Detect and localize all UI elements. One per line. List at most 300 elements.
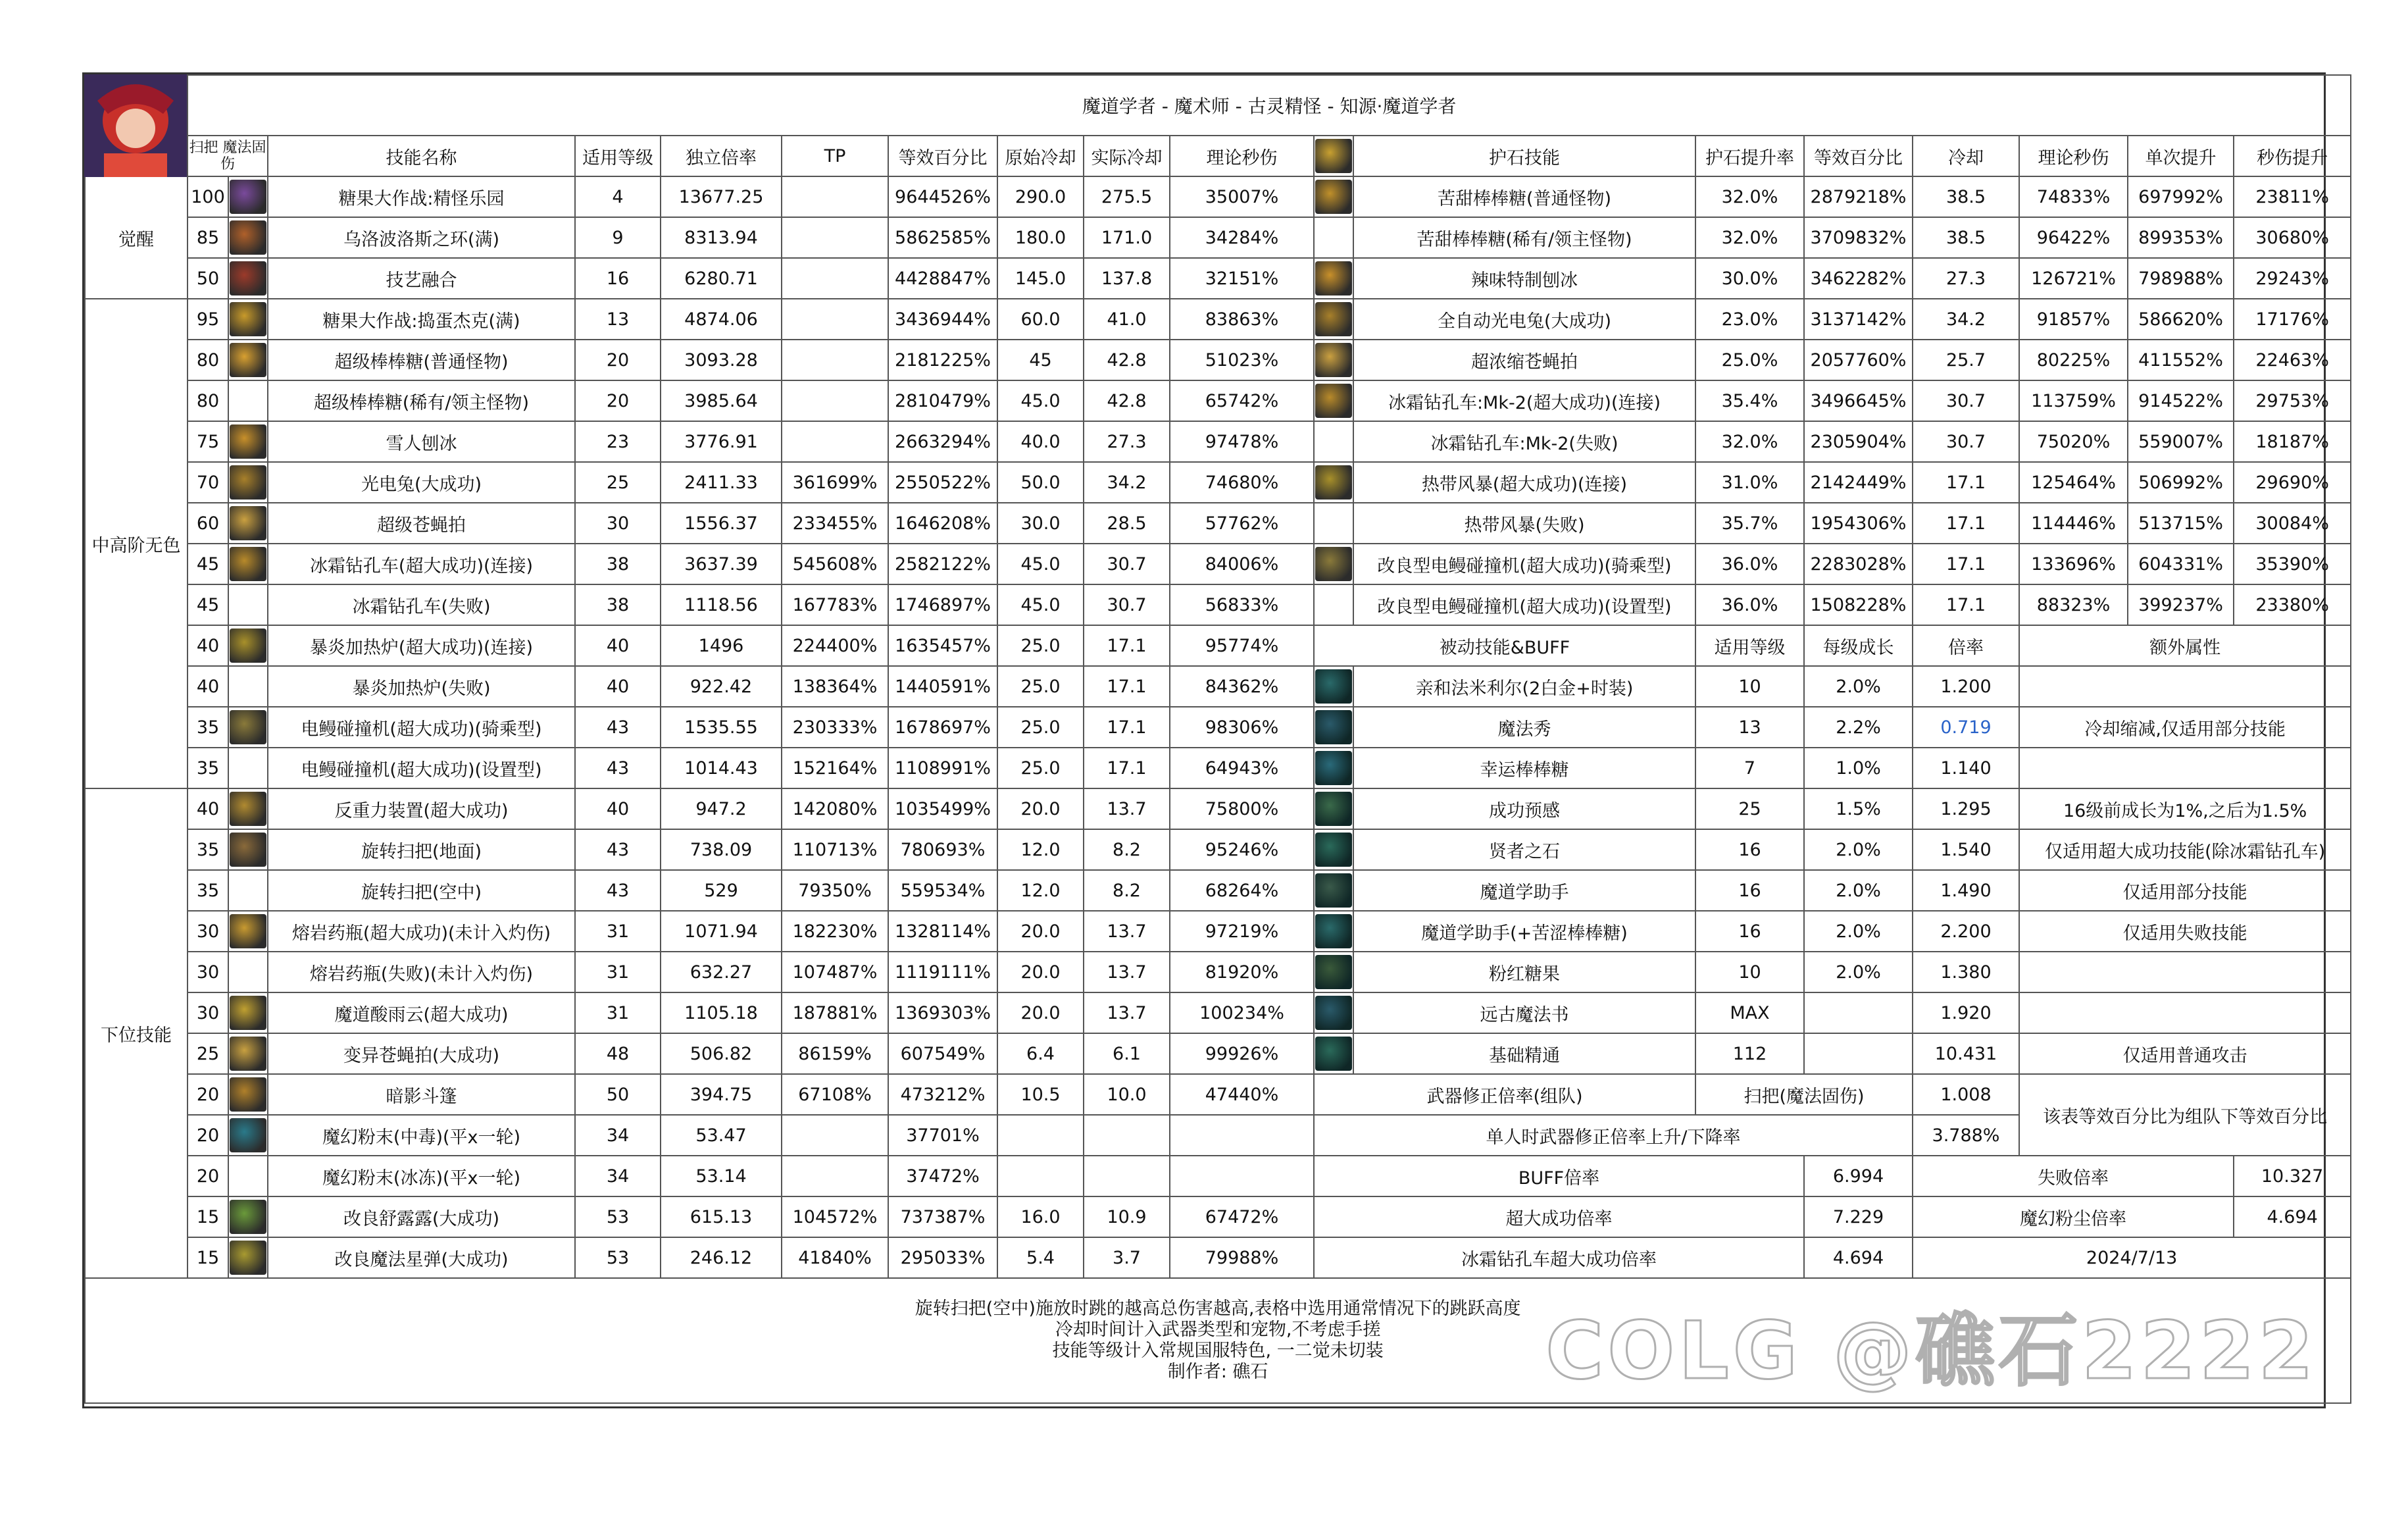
table-row	[85, 870, 2351, 911]
passive-header: 每级成长	[1804, 625, 1913, 666]
header-cell: 适用等级	[575, 136, 661, 176]
skill-equivalent: 295033%	[888, 1237, 997, 1278]
header-lv: 扫把 魔法固伤	[188, 136, 268, 176]
passive-name: 魔道学助手(+苦涩棒棒糖)	[1353, 911, 1695, 952]
passive-icon-cell	[1314, 788, 1353, 829]
talisman-dps-up: 29690%	[2234, 462, 2351, 503]
passive-icon-cell	[1314, 992, 1353, 1033]
header-cell: 等效百分比	[888, 136, 997, 176]
talisman-name: 苦甜棒棒糖(普通怪物)	[1353, 176, 1695, 217]
passive-icon	[1315, 996, 1352, 1030]
skill-level: 80	[188, 380, 228, 421]
skill-equivalent: 2810479%	[888, 380, 997, 421]
passive-apply: 16	[1695, 911, 1804, 952]
talisman-single: 513715%	[2128, 503, 2234, 544]
skill-equivalent: 1678697%	[888, 707, 997, 748]
skill-apply-level: 53	[575, 1237, 661, 1278]
skill-icon	[230, 710, 266, 744]
skill-apply-level: 13	[575, 299, 661, 340]
note-line: 冷却时间计入武器类型和宠物,不考虑手搓	[1055, 1320, 1381, 1340]
talisman-icon-cell	[1314, 584, 1353, 625]
multiplier-label2: 失败倍率	[1913, 1156, 2234, 1196]
skill-apply-level: 30	[575, 503, 661, 544]
talisman-icon-cell	[1314, 421, 1353, 462]
skill-equivalent: 559534%	[888, 870, 997, 911]
talisman-cd: 30.7	[1913, 380, 2019, 421]
skill-dps: 98306%	[1170, 707, 1314, 748]
skill-level: 20	[188, 1156, 228, 1196]
skill-icon	[230, 424, 266, 459]
passive-icon-cell	[1314, 748, 1353, 788]
header-cell: 理论秒伤	[1170, 136, 1314, 176]
skill-apply-level: 53	[575, 1196, 661, 1237]
skill-icon	[230, 629, 266, 663]
skill-cd-actual	[1084, 1115, 1170, 1156]
skill-name: 魔幻粉末(中毒)(平x一轮)	[268, 1115, 575, 1156]
skill-icon-cell	[228, 1115, 268, 1156]
skill-cd-original: 25.0	[997, 666, 1084, 707]
passive-extra: 冷却缩减,仅适用部分技能	[2019, 707, 2351, 748]
skill-cd-original: 20.0	[997, 992, 1084, 1033]
skill-level: 35	[188, 707, 228, 748]
skill-cd-actual: 42.8	[1084, 340, 1170, 380]
table-row	[85, 421, 2351, 462]
table-row	[85, 340, 2351, 380]
talisman-dps: 88323%	[2019, 584, 2128, 625]
skill-cd-original: 180.0	[997, 217, 1084, 258]
passive-rate: 1.295	[1913, 788, 2019, 829]
passive-apply: 10	[1695, 666, 1804, 707]
skill-apply-level: 40	[575, 625, 661, 666]
skill-level: 30	[188, 952, 228, 992]
skill-cd-original: 25.0	[997, 707, 1084, 748]
group-label: 中高阶无色	[85, 299, 188, 788]
table-row	[85, 176, 2351, 217]
skill-icon	[230, 1241, 266, 1275]
skill-equivalent: 1108991%	[888, 748, 997, 788]
skill-level: 40	[188, 625, 228, 666]
skill-cd-original: 60.0	[997, 299, 1084, 340]
table-row	[85, 1033, 2351, 1074]
skill-cd-actual: 30.7	[1084, 584, 1170, 625]
skill-icon-cell	[228, 911, 268, 952]
skill-equivalent: 2663294%	[888, 421, 997, 462]
skill-icon-cell	[228, 462, 268, 503]
passive-extra	[2019, 992, 2351, 1033]
skill-rate: 246.12	[661, 1237, 782, 1278]
skill-rate: 13677.25	[661, 176, 782, 217]
skill-dps	[1170, 1115, 1314, 1156]
skill-equivalent: 473212%	[888, 1074, 997, 1115]
skill-apply-level: 50	[575, 1074, 661, 1115]
skill-cd-actual: 8.2	[1084, 829, 1170, 870]
skill-name: 暗影斗篷	[268, 1074, 575, 1115]
talisman-single: 697992%	[2128, 176, 2234, 217]
skill-equivalent: 1635457%	[888, 625, 997, 666]
header-cell: TP	[782, 136, 888, 176]
passive-rate: 1.540	[1913, 829, 2019, 870]
skill-icon-cell	[228, 258, 268, 299]
solo-row-rate: 3.788%	[1913, 1115, 2019, 1156]
skill-cd-actual: 171.0	[1084, 217, 1170, 258]
passive-apply: 10	[1695, 952, 1804, 992]
skill-equivalent: 1440591%	[888, 666, 997, 707]
skill-cd-original: 12.0	[997, 829, 1084, 870]
skill-apply-level: 31	[575, 911, 661, 952]
skill-cd-original	[997, 1115, 1084, 1156]
passive-apply: 112	[1695, 1033, 1804, 1074]
passive-extra: 仅适用失败技能	[2019, 911, 2351, 952]
talisman-cd: 27.3	[1913, 258, 2019, 299]
table-row	[85, 748, 2351, 788]
talisman-dps: 91857%	[2019, 299, 2128, 340]
talisman-icon-cell	[1314, 258, 1353, 299]
skill-equivalent: 737387%	[888, 1196, 997, 1237]
passive-growth: 2.0%	[1804, 666, 1913, 707]
passive-icon-cell	[1314, 666, 1353, 707]
skill-dps: 74680%	[1170, 462, 1314, 503]
skill-cd-original: 30.0	[997, 503, 1084, 544]
skill-rate: 1105.18	[661, 992, 782, 1033]
skill-dps: 56833%	[1170, 584, 1314, 625]
skill-apply-level: 38	[575, 584, 661, 625]
skill-icon	[230, 547, 266, 581]
skill-cd-actual: 34.2	[1084, 462, 1170, 503]
skill-cd-original: 40.0	[997, 421, 1084, 462]
table-row	[85, 503, 2351, 544]
header-cell: 单次提升	[2128, 136, 2234, 176]
skill-tp	[782, 1156, 888, 1196]
skill-name: 冰霜钻孔车(失败)	[268, 584, 575, 625]
passive-name: 基础精通	[1353, 1033, 1695, 1074]
skill-cd-actual: 42.8	[1084, 380, 1170, 421]
skill-tp: 361699%	[782, 462, 888, 503]
skill-tp: 67108%	[782, 1074, 888, 1115]
passive-growth: 2.0%	[1804, 911, 1913, 952]
skill-cd-original: 16.0	[997, 1196, 1084, 1237]
talisman-name: 超浓缩苍蝇拍	[1353, 340, 1695, 380]
character-avatar	[84, 74, 187, 177]
skill-icon-cell	[228, 992, 268, 1033]
skill-apply-level: 20	[575, 340, 661, 380]
skill-tp: 104572%	[782, 1196, 888, 1237]
table-row	[85, 992, 2351, 1033]
skill-equivalent: 2582122%	[888, 544, 997, 584]
skill-icon-cell	[228, 176, 268, 217]
skill-level: 50	[188, 258, 228, 299]
talisman-dps-up: 29753%	[2234, 380, 2351, 421]
skill-apply-level: 40	[575, 666, 661, 707]
passive-extra	[2019, 666, 2351, 707]
skill-name: 变异苍蝇拍(大成功)	[268, 1033, 575, 1074]
skill-level: 85	[188, 217, 228, 258]
group-label: 觉醒	[85, 176, 188, 299]
talisman-header-icon-cell	[1314, 136, 1353, 176]
talisman-icon	[1315, 302, 1352, 336]
skill-dps: 75800%	[1170, 788, 1314, 829]
skill-icon	[230, 1037, 266, 1071]
skill-cd-original: 25.0	[997, 625, 1084, 666]
skill-equivalent: 780693%	[888, 829, 997, 870]
passive-header: 额外属性	[2019, 625, 2351, 666]
skill-apply-level: 23	[575, 421, 661, 462]
header-cell: 独立倍率	[661, 136, 782, 176]
skill-name: 超级棒棒糖(稀有/领主怪物)	[268, 380, 575, 421]
skill-rate: 6280.71	[661, 258, 782, 299]
skill-icon-cell	[228, 503, 268, 544]
passive-rate: 2.200	[1913, 911, 2019, 952]
skill-icon-cell	[228, 380, 268, 421]
skill-rate: 3985.64	[661, 380, 782, 421]
skill-icon	[230, 996, 266, 1030]
talisman-cd: 30.7	[1913, 421, 2019, 462]
passive-apply: 7	[1695, 748, 1804, 788]
passive-apply: 13	[1695, 707, 1804, 748]
skill-icon	[230, 792, 266, 826]
skill-level: 25	[188, 1033, 228, 1074]
skill-level: 35	[188, 829, 228, 870]
skill-cd-actual: 13.7	[1084, 911, 1170, 952]
skill-rate: 922.42	[661, 666, 782, 707]
skill-apply-level: 40	[575, 788, 661, 829]
talisman-up: 30.0%	[1695, 258, 1804, 299]
skill-name: 电鳗碰撞机(超大成功)(设置型)	[268, 748, 575, 788]
skill-icon-cell	[228, 584, 268, 625]
skill-icon-cell	[228, 829, 268, 870]
table-title: 魔道学者 - 魔术师 - 古灵精怪 - 知源·魔道学者	[188, 75, 2351, 136]
skill-cd-actual: 27.3	[1084, 421, 1170, 462]
talisman-eq: 1954306%	[1804, 503, 1913, 544]
passive-extra: 仅适用普通攻击	[2019, 1033, 2351, 1074]
skill-equivalent: 607549%	[888, 1033, 997, 1074]
table-row	[85, 952, 2351, 992]
skill-name: 魔道酸雨云(超大成功)	[268, 992, 575, 1033]
passive-rate: 10.431	[1913, 1033, 2019, 1074]
table-row	[85, 1156, 2351, 1196]
skill-tp	[782, 340, 888, 380]
skill-equivalent: 9644526%	[888, 176, 997, 217]
talisman-name: 全自动光电兔(大成功)	[1353, 299, 1695, 340]
skill-name: 旋转扫把(空中)	[268, 870, 575, 911]
weapon-row-rate: 1.008	[1913, 1074, 2019, 1115]
skill-cd-actual: 13.7	[1084, 788, 1170, 829]
skill-icon	[230, 1200, 266, 1234]
skill-equivalent: 2181225%	[888, 340, 997, 380]
skill-cd-actual: 17.1	[1084, 666, 1170, 707]
passive-icon-cell	[1314, 911, 1353, 952]
passive-header: 适用等级	[1695, 625, 1804, 666]
skill-cd-original: 45.0	[997, 380, 1084, 421]
talisman-icon	[1315, 384, 1352, 418]
talisman-dps-up: 23811%	[2234, 176, 2351, 217]
skill-icon-cell	[228, 544, 268, 584]
passive-header: 被动技能&BUFF	[1314, 625, 1695, 666]
talisman-single: 559007%	[2128, 421, 2234, 462]
talisman-dps: 114446%	[2019, 503, 2128, 544]
skill-tp: 79350%	[782, 870, 888, 911]
talisman-name: 改良型电鳗碰撞机(超大成功)(设置型)	[1353, 584, 1695, 625]
skill-dps: 32151%	[1170, 258, 1314, 299]
skill-dps: 95246%	[1170, 829, 1314, 870]
talisman-eq: 3496645%	[1804, 380, 1913, 421]
passive-apply: 16	[1695, 870, 1804, 911]
skill-rate: 1071.94	[661, 911, 782, 952]
skill-icon-cell	[228, 299, 268, 340]
skill-cd-actual: 275.5	[1084, 176, 1170, 217]
passive-rate: 1.920	[1913, 992, 2019, 1033]
passive-icon	[1315, 792, 1352, 826]
passive-icon-cell	[1314, 707, 1353, 748]
talisman-name: 冰霜钻孔车:Mk-2(超大成功)(连接)	[1353, 380, 1695, 421]
talisman-single: 914522%	[2128, 380, 2234, 421]
talisman-icon	[1315, 547, 1352, 581]
talisman-single: 586620%	[2128, 299, 2234, 340]
skill-name: 电鳗碰撞机(超大成功)(骑乘型)	[268, 707, 575, 748]
skill-dps: 67472%	[1170, 1196, 1314, 1237]
passive-rate: 1.200	[1913, 666, 2019, 707]
skill-equivalent: 1369303%	[888, 992, 997, 1033]
skill-equivalent: 5862585%	[888, 217, 997, 258]
passive-icon	[1315, 710, 1352, 744]
skill-dps: 34284%	[1170, 217, 1314, 258]
skill-cd-original	[997, 1156, 1084, 1196]
table-row	[85, 1074, 2351, 1115]
skill-apply-level: 20	[575, 380, 661, 421]
multiplier-value: 7.229	[1804, 1196, 1913, 1237]
skill-dps: 100234%	[1170, 992, 1314, 1033]
table-row	[85, 1196, 2351, 1237]
skill-name: 糖果大作战:捣蛋杰克(满)	[268, 299, 575, 340]
skill-equivalent: 2550522%	[888, 462, 997, 503]
skill-name: 技艺融合	[268, 258, 575, 299]
table-row	[85, 911, 2351, 952]
passive-icon	[1315, 914, 1352, 948]
talisman-icon-cell	[1314, 503, 1353, 544]
multiplier-value: 4.694	[1804, 1237, 1913, 1278]
skill-level: 100	[188, 176, 228, 217]
skill-rate: 506.82	[661, 1033, 782, 1074]
talisman-name: 改良型电鳗碰撞机(超大成功)(骑乘型)	[1353, 544, 1695, 584]
skill-rate: 1014.43	[661, 748, 782, 788]
multiplier-value2: 10.327	[2234, 1156, 2351, 1196]
talisman-eq: 2283028%	[1804, 544, 1913, 584]
skill-dps: 47440%	[1170, 1074, 1314, 1115]
table-row	[85, 1237, 2351, 1278]
talisman-single: 506992%	[2128, 462, 2234, 503]
skill-icon	[230, 833, 266, 867]
note-line: 制作者: 礁石	[1167, 1362, 1268, 1382]
header-cell: 原始冷却	[997, 136, 1084, 176]
table-row	[85, 1115, 2351, 1156]
skill-cd-original: 20.0	[997, 911, 1084, 952]
talisman-dps-up: 30680%	[2234, 217, 2351, 258]
solo-row-name: 单人时武器修正倍率上升/下降率	[1314, 1115, 1913, 1156]
watermark: COLG @礁石2222	[1545, 1306, 2317, 1397]
skill-dps: 95774%	[1170, 625, 1314, 666]
talisman-name: 苦甜棒棒糖(稀有/领主怪物)	[1353, 217, 1695, 258]
talisman-icon-cell	[1314, 340, 1353, 380]
skill-dps: 65742%	[1170, 380, 1314, 421]
skill-tp	[782, 299, 888, 340]
skill-apply-level: 4	[575, 176, 661, 217]
talisman-up: 36.0%	[1695, 584, 1804, 625]
talisman-cd: 17.1	[1913, 584, 2019, 625]
skill-rate: 4874.06	[661, 299, 782, 340]
skill-tp	[782, 380, 888, 421]
passive-apply: 25	[1695, 788, 1804, 829]
table-row	[85, 625, 2351, 666]
skill-rate: 3637.39	[661, 544, 782, 584]
skill-icon-cell	[228, 217, 268, 258]
skill-icon-cell	[228, 1074, 268, 1115]
skill-cd-original: 290.0	[997, 176, 1084, 217]
skill-apply-level: 31	[575, 952, 661, 992]
skill-name: 改良舒露露(大成功)	[268, 1196, 575, 1237]
talisman-dps-up: 35390%	[2234, 544, 2351, 584]
table-row	[85, 584, 2351, 625]
talisman-up: 23.0%	[1695, 299, 1804, 340]
skill-cd-actual: 137.8	[1084, 258, 1170, 299]
table-row	[85, 707, 2351, 748]
talisman-eq: 3462282%	[1804, 258, 1913, 299]
skill-level: 70	[188, 462, 228, 503]
skill-tp: 182230%	[782, 911, 888, 952]
skill-equivalent: 4428847%	[888, 258, 997, 299]
talisman-dps-up: 17176%	[2234, 299, 2351, 340]
multiplier-label: BUFF倍率	[1314, 1156, 1804, 1196]
skill-icon-cell	[228, 870, 268, 911]
skill-tp: 142080%	[782, 788, 888, 829]
passive-icon-cell	[1314, 1033, 1353, 1074]
skill-rate: 2411.33	[661, 462, 782, 503]
skill-apply-level: 25	[575, 462, 661, 503]
header-cell: 等效百分比	[1804, 136, 1913, 176]
skill-apply-level: 43	[575, 748, 661, 788]
table-row	[85, 258, 2351, 299]
skill-icon-cell	[228, 788, 268, 829]
skill-apply-level: 16	[575, 258, 661, 299]
skill-rate: 394.75	[661, 1074, 782, 1115]
header-cell: 实际冷却	[1084, 136, 1170, 176]
skill-rate: 1496	[661, 625, 782, 666]
skill-level: 20	[188, 1074, 228, 1115]
table-row	[85, 462, 2351, 503]
passive-rate: 0.719	[1913, 707, 2019, 748]
skill-equivalent: 1035499%	[888, 788, 997, 829]
talisman-icon-cell	[1314, 217, 1353, 258]
skill-dps	[1170, 1156, 1314, 1196]
talisman-up: 35.4%	[1695, 380, 1804, 421]
passive-name: 亲和法米利尔(2白金+时装)	[1353, 666, 1695, 707]
skill-icon-cell	[228, 1033, 268, 1074]
passive-growth	[1804, 1033, 1913, 1074]
weapon-row-name: 武器修正倍率(组队)	[1314, 1074, 1695, 1115]
talisman-single: 604331%	[2128, 544, 2234, 584]
skill-icon	[230, 302, 266, 336]
skill-dps: 35007%	[1170, 176, 1314, 217]
skill-level: 80	[188, 340, 228, 380]
skill-icon	[230, 220, 266, 255]
table-row	[85, 380, 2351, 421]
passive-growth: 2.0%	[1804, 829, 1913, 870]
skill-dps: 79988%	[1170, 1237, 1314, 1278]
talisman-header-icon	[1315, 139, 1352, 173]
passive-icon	[1315, 669, 1352, 704]
passive-icon-cell	[1314, 870, 1353, 911]
passive-rate: 1.490	[1913, 870, 2019, 911]
skill-cd-original: 25.0	[997, 748, 1084, 788]
skill-cd-actual: 13.7	[1084, 952, 1170, 992]
